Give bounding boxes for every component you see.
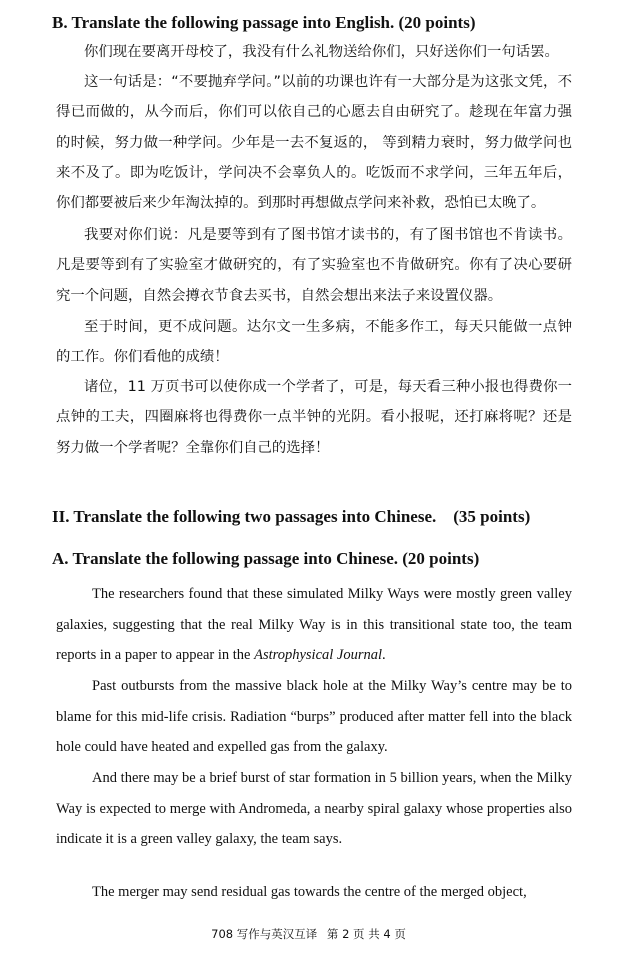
section-b-paragraph-5: 诸位，11 万页书可以使你成一个学者了，可是，每天看三种小报也得费你一点钟的工夫，四圈麻将也得费你一点半钟的光阴。看小报呢，还打麻将呢？还是努力做一个学者呢？全靠你们自己的选择！ <box>56 379 572 456</box>
section-ii-heading: II. Translate the following two passages into Chinese. (35 points) <box>52 507 531 526</box>
section-a-paragraph-4: The merger may send residual gas towards the centre of the merged object, <box>92 884 527 900</box>
section-a-paragraph-3: And there may be a brief burst of star formation in 5 billion years, when the Milky Way is expected to merge with Andromeda, a nearby spiral galaxy whose properties also indicate it is a green valley galaxy, the team says. <box>56 770 572 847</box>
section-a-paragraph-1 <box>56 579 572 671</box>
section-a-paragraph-2: Past outbursts from the massive black hole at the Milky Way’s centre may be to blame for this mid-life crisis. Radiation “burps” produced after matter fell into the black hole could have heated and expelled gas from the galaxy. <box>56 678 572 755</box>
section-b-paragraph-4: 至于时间，更不成问题。达尔文一生多病，不能多作工，每天只能做一点钟的工作。你们看他的成绩！ <box>56 319 572 366</box>
section-a-paragraph-1-text: The researchers found that these simulated Milky Ways were mostly green valley galaxies, suggesting that the real Milky Way is in this transitional state too, the team reports in a paper to appear in the <box>56 586 572 663</box>
section-b-paragraph-1: 你们现在要离开母校了，我没有什么礼物送给你们，只好送你们一句话罢。 <box>84 44 559 60</box>
section-b-heading: B. Translate the following passage into English. (20 points) <box>52 13 476 32</box>
page-footer <box>0 926 617 942</box>
section-a-paragraph-1-end: . <box>382 647 386 663</box>
journal-title: Astrophysical Journal <box>254 647 383 663</box>
section-a-heading: A. Translate the following passage into Chinese. (20 points) <box>52 549 480 568</box>
footer-page-number: 第 2 页 共 4 页 <box>326 927 406 941</box>
footer-course: 708 写作与英汉互译 <box>211 927 318 941</box>
section-b-paragraph-2: 这一句话是：“不要抛弃学问。”以前的功课也许有一大部分是为这张文凭，不得已而做的，从今而后，你们可以依自己的心愿去自由研究了。趁现在年富力强的时候，努力做一种学问。少年是一去不复返的， 等到精力衰时，努力做学问也来不及了。即为吃饭计，学问决不会辜负人的。吃饭而不求学问，三年五年后，你们都要被后来少年淘汰掉的。到那时再想做点学问来补救，恐怕已太晚了。 <box>56 74 572 212</box>
section-b-paragraph-3: 我要对你们说：凡是要等到有了图书馆才读书的，有了图书馆也不肯读书。凡是要等到有了实验室才做研究的，有了实验室也不肯做研究。你有了决心要研究一个问题，自然会撙衣节食去买书，自然会想出来法子来设置仪器。 <box>56 227 572 304</box>
